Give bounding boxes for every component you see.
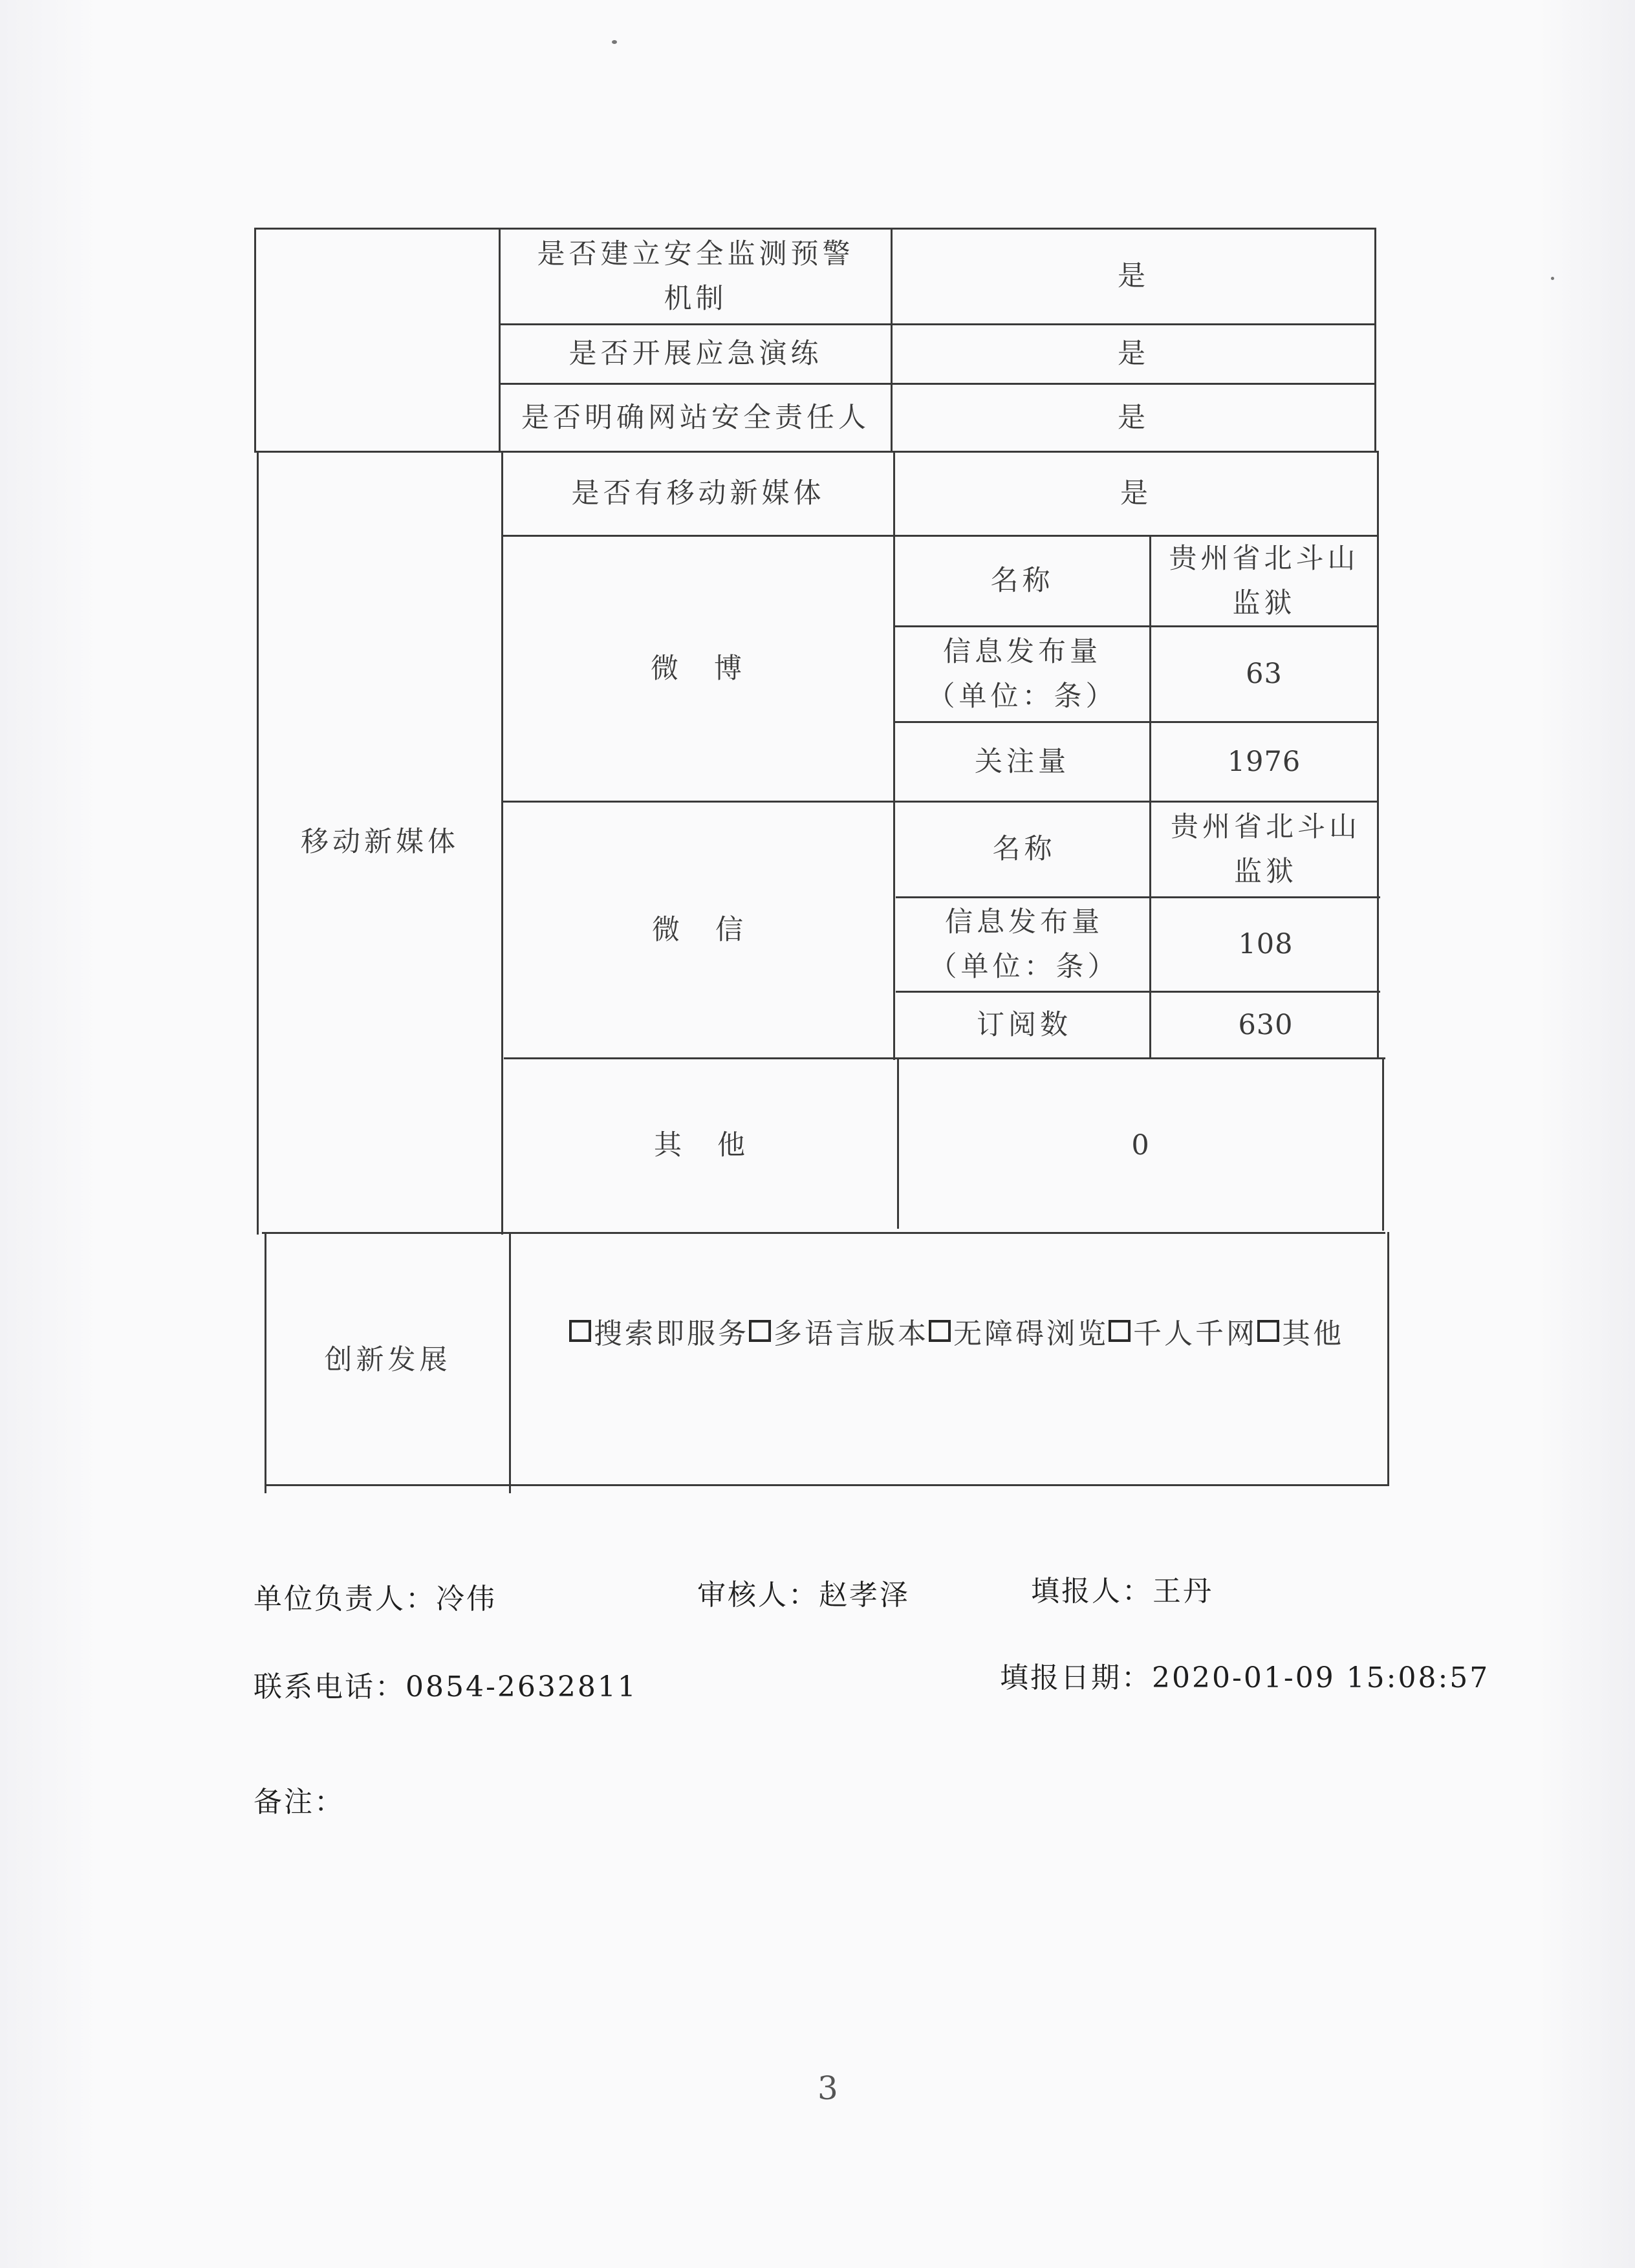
security-owner-value: 是 [1118, 401, 1149, 434]
contact-phone: 联系电话：0854-2632811 [254, 1670, 638, 1703]
emergency-drill-value: 是 [1118, 338, 1149, 371]
page-number: 3 [817, 2069, 838, 2107]
scan-speck [612, 40, 617, 44]
option-label: 其他 [1282, 1317, 1344, 1350]
weibo-followers-label: 关注量 [975, 745, 1070, 778]
wechat-subscribers-value: 630 [1238, 1008, 1294, 1041]
weibo-posts-label: 信息发布量 （单位：条） [927, 635, 1118, 713]
wechat-name-value: 贵州省北斗山 监狱 [1171, 810, 1361, 888]
has-mobile-value: 是 [1120, 477, 1152, 510]
wechat-subscribers-label: 订阅数 [977, 1008, 1072, 1041]
mobile-media-section-label: 移动新媒体 [301, 826, 459, 859]
innovation-options [569, 1310, 1344, 1352]
remark: 备注： [254, 1786, 345, 1819]
other-label: 其 他 [654, 1129, 749, 1162]
option-label: 无障碍浏览 [953, 1317, 1109, 1350]
checkbox-personalized[interactable] [1109, 1320, 1131, 1342]
fill-date: 填报日期：2020-01-09 15:08:57 [1000, 1661, 1490, 1694]
other-value: 0 [1131, 1129, 1150, 1162]
weibo-name-value: 贵州省北斗山 监狱 [1169, 542, 1359, 620]
wechat-name-label: 名称 [992, 833, 1056, 866]
weibo-label: 微 博 [651, 652, 746, 685]
innovation-section-label: 创新发展 [324, 1343, 451, 1376]
weibo-name-label: 名称 [990, 565, 1054, 598]
wechat-posts-value: 108 [1238, 928, 1294, 961]
checkbox-multilingual[interactable] [749, 1320, 771, 1342]
has-mobile-label: 是否有移动新媒体 [571, 477, 825, 510]
security-owner-label: 是否明确网站安全责任人 [521, 401, 870, 434]
option-label: 多语言版本 [774, 1317, 929, 1350]
emergency-drill-label: 是否开展应急演练 [568, 338, 823, 371]
wechat-posts-label: 信息发布量 （单位：条） [929, 905, 1120, 983]
checkbox-search-service[interactable] [569, 1320, 591, 1342]
reviewer: 审核人：赵孝泽 [697, 1579, 910, 1612]
checkbox-accessibility[interactable] [929, 1320, 951, 1342]
unit-head: 单位负责人：冷伟 [254, 1582, 497, 1615]
filler: 填报人：王丹 [1031, 1575, 1213, 1608]
security-monitoring-label: 是否建立安全监测预警 机制 [537, 237, 854, 315]
weibo-posts-value: 63 [1246, 658, 1283, 691]
security-monitoring-value: 是 [1118, 260, 1149, 293]
checkbox-other[interactable] [1257, 1320, 1279, 1342]
option-label: 千人千网 [1133, 1317, 1257, 1350]
scan-speck [1551, 277, 1554, 280]
option-label: 搜索即服务 [594, 1317, 749, 1350]
weibo-followers-value: 1976 [1227, 745, 1301, 778]
wechat-label: 微 信 [652, 913, 747, 946]
